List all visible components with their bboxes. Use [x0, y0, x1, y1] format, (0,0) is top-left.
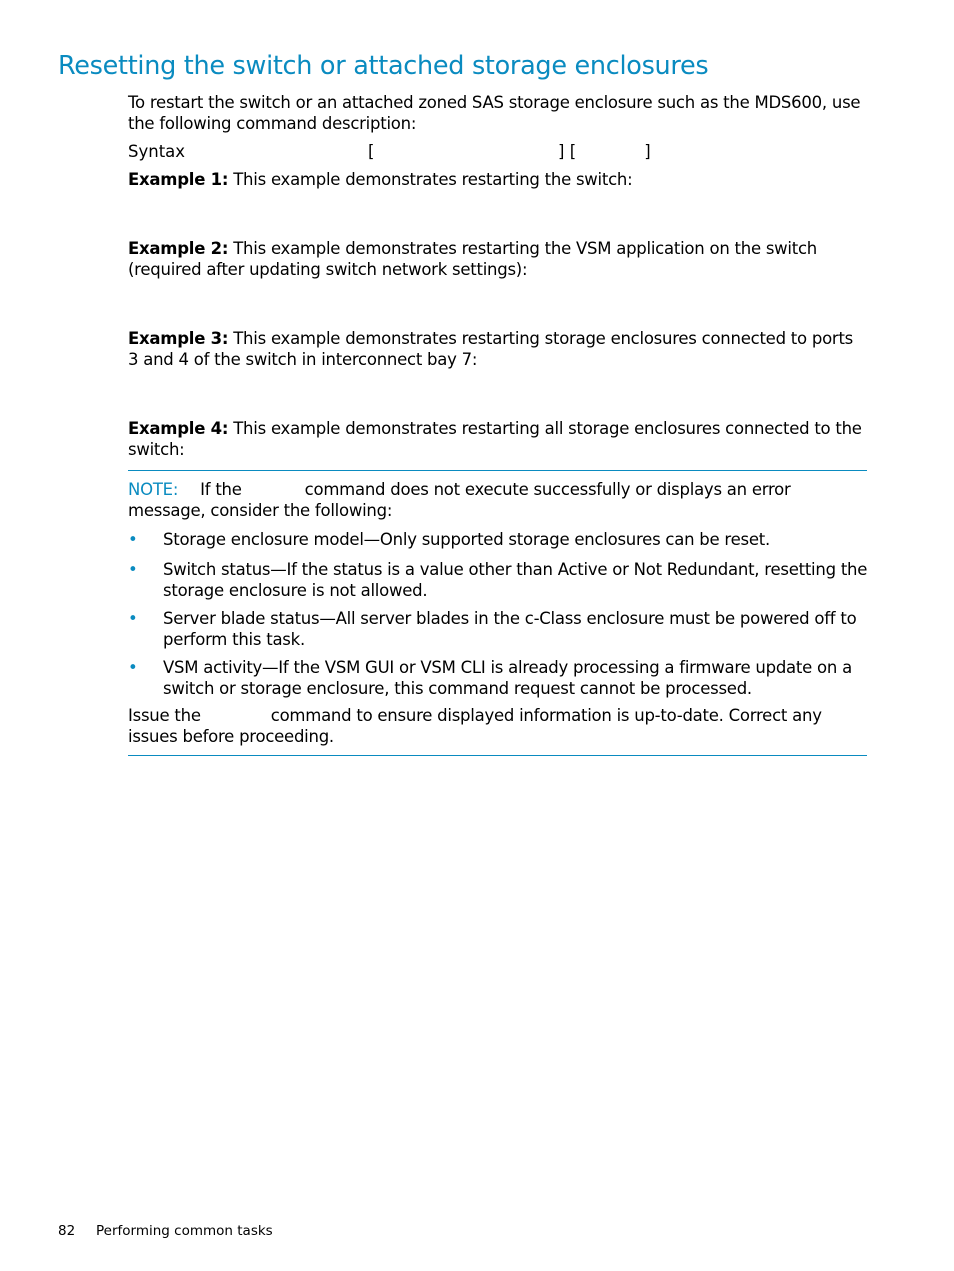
note-text: command does not execute successfully or displays an error message, consider the following:	[128, 480, 791, 520]
footer-section-title: Performing common tasks	[96, 1223, 273, 1239]
syntax-label: Syntax	[128, 142, 186, 161]
example-1	[128, 169, 868, 190]
list-item-text: Storage enclosure model—Only supported storage enclosures can be reset.	[163, 530, 770, 549]
example-2	[128, 238, 868, 280]
page-title: Resetting the switch or attached storage enclosures	[58, 51, 709, 81]
bullet-icon: •	[128, 560, 138, 579]
note-label: NOTE:	[128, 480, 179, 499]
example-label: Example 4:	[128, 419, 229, 438]
example-label: Example 2:	[128, 239, 229, 258]
note-top-rule	[128, 470, 867, 471]
list-item-text: Server blade status—All server blades in the c-Class enclosure must be powered off to perform this task.	[163, 609, 857, 649]
example-text: This example demonstrates restarting all storage enclosures connected to the switch:	[128, 419, 862, 459]
bullet-icon: •	[128, 609, 138, 628]
intro-paragraph: To restart the switch or an attached zoned SAS storage enclosure such as the MDS600, use the following command description:	[128, 93, 861, 133]
example-text: This example demonstrates restarting the switch:	[228, 170, 633, 189]
note-closing	[128, 705, 868, 747]
list-item-text: Switch status—If the status is a value other than Active or Not Redundant, resetting the storage enclosure is not allowed.	[163, 560, 868, 600]
list-item-text: VSM activity—If the VSM GUI or VSM CLI is already processing a firmware update on a switch or storage enclosure, this command request cannot be processed.	[163, 658, 852, 698]
bullet-icon: •	[128, 530, 138, 549]
example-label: Example 3:	[128, 329, 229, 348]
note-closing-lead: Issue the	[128, 706, 201, 725]
example-label: Example 1:	[128, 170, 229, 189]
example-text: This example demonstrates restarting the VSM application on the switch (required after updating switch network settings):	[128, 239, 818, 279]
note-paragraph	[128, 479, 868, 521]
example-4	[128, 418, 868, 460]
example-text: This example demonstrates restarting storage enclosures connected to ports 3 and 4 of the switch in interconnect bay 7:	[128, 329, 854, 369]
bullet-icon: •	[128, 658, 138, 677]
example-3	[128, 328, 868, 370]
syntax-text: [ ] [ ]	[368, 142, 651, 161]
note-lead: If the	[200, 480, 242, 499]
page-number: 82	[58, 1223, 76, 1239]
note-bottom-rule	[128, 755, 867, 756]
note-closing-text: command to ensure displayed information is up-to-date. Correct any issues before proceeding.	[128, 706, 822, 746]
